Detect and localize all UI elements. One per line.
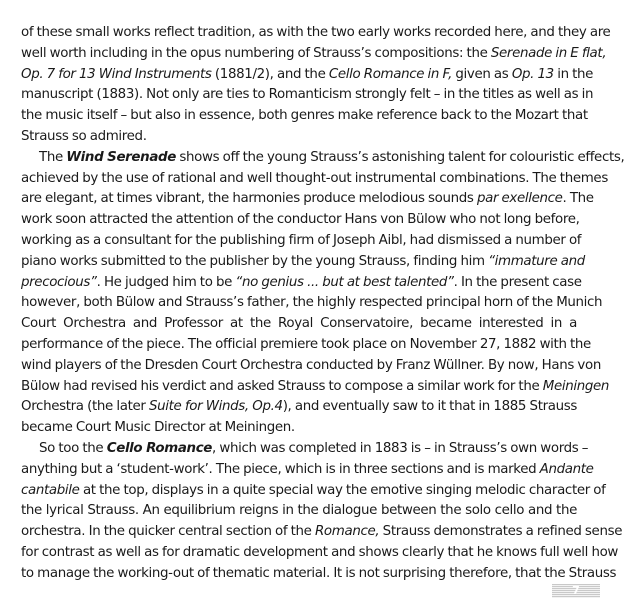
text-line (21, 169, 608, 190)
text-line (21, 418, 577, 439)
text-run: the lyrical Strauss. An equilibrium reigns in the dialogue between the solo cello and the (21, 503, 577, 519)
text-run: the music itself – but also in essence, both genres make reference back to the Mozart that (21, 108, 588, 124)
text-line (21, 85, 594, 106)
text-run: Strauss demonstrates a refined sense (379, 524, 623, 540)
italic-text: Suite for Winds, Op.4 (148, 399, 283, 415)
text-run: achieved by the use of rational and well thought-out instrumental combinations. The themes (21, 170, 608, 186)
text-line (21, 481, 606, 502)
text-line (21, 106, 588, 127)
text-line (21, 148, 624, 169)
italic-text: “no genius ... but at best talented” (235, 274, 454, 290)
text-line (21, 356, 601, 377)
text-run: So too the (39, 440, 107, 456)
italic-text: Romance, (314, 524, 380, 540)
italic-text: Serenade in E flat, (490, 45, 607, 61)
text-run: became Court Music Director at Meiningen. (21, 420, 295, 436)
text-line (21, 460, 594, 481)
text-run: (1881/2), and the (211, 66, 329, 82)
text-run: . The (562, 191, 594, 207)
text-run: Orchestra (the later (21, 399, 149, 415)
text-line (21, 335, 591, 356)
text-run: wind players of the Dresden Court Orchestra conducted by Franz Wüllner. By now, Hans von (21, 357, 601, 373)
text-line (21, 127, 577, 148)
text-line (21, 23, 611, 44)
italic-text: “immature and (488, 253, 585, 269)
text-line (21, 252, 585, 273)
text-line (21, 439, 589, 460)
text-line (21, 314, 577, 335)
text-run: in the (553, 66, 594, 82)
paragraph (21, 23, 611, 148)
text-run: however, both Bülow and Strauss’s father, the highly respected principal horn of the Munich (21, 295, 603, 311)
italic-text: Op. 7 for 13 Wind Instruments (21, 66, 212, 82)
text-run: ), and eventually saw to it that in 1885 Strauss (282, 399, 577, 415)
text-run: Court Orchestra and Professor at the Royal Conservatoire, became interested in a (21, 316, 577, 332)
bold-italic-text: Wind Serenade (66, 149, 177, 165)
page-number: 7 (552, 584, 600, 598)
text-run: well worth including in the opus numbering of Strauss’s compositions: the (21, 45, 491, 61)
text-run: manuscript (1883). Not only are ties to Romanticism strongly felt – in the titles as well as in (21, 87, 594, 103)
italic-text: Andante (539, 461, 594, 477)
text-line (21, 501, 577, 522)
italic-text: Cello Romance in F, (328, 66, 452, 82)
italic-text: Meiningen (542, 378, 610, 394)
text-run: . He judged him to be (96, 274, 236, 290)
text-run: performance of the piece. The official premiere took place on November 27, 1882 with the (21, 336, 591, 352)
italic-text: par exellence (476, 191, 563, 207)
italic-text: Op. 13 (511, 66, 554, 82)
text-line (21, 293, 603, 314)
text-line (21, 522, 623, 543)
text-line (21, 189, 594, 210)
italic-text: cantabile (21, 482, 80, 498)
text-line (21, 564, 617, 585)
text-run: of these small works reflect tradition, as with the two early works recorded here, and they are (21, 25, 611, 40)
text-run: , which was completed in 1883 is – in Strauss’s own words – (212, 440, 589, 456)
italic-text: precocious” (21, 274, 97, 290)
text-line (21, 210, 580, 231)
text-line (21, 377, 610, 398)
paragraph (21, 439, 623, 585)
text-run: Bülow had revised his verdict and asked Strauss to compose a similar work for the (21, 378, 543, 394)
bold-italic-text: Cello Romance (106, 440, 213, 456)
text-run: working as a consultant for the publishing firm of Joseph Aibl, had dismissed a number of (21, 232, 582, 248)
text-run: The (39, 149, 67, 165)
document-body (21, 23, 624, 585)
paragraph (21, 148, 624, 439)
text-line (21, 543, 619, 564)
text-run: work soon attracted the attention of the conductor Hans von Bülow who not long before, (21, 212, 580, 228)
text-run: piano works submitted to the publisher by the young Strauss, finding him (21, 253, 489, 269)
text-line (21, 273, 582, 294)
text-run: anything but a ‘student-work’. The piece, which is in three sections and is marked (21, 461, 540, 477)
text-run: given as (451, 66, 512, 82)
text-line (21, 397, 577, 418)
text-run: Strauss so admired. (21, 128, 147, 144)
text-line (21, 65, 594, 86)
text-run: orchestra. In the quicker central section of the (21, 524, 315, 540)
text-run: for contrast as well as for dramatic development and shows clearly that he knows full well how (21, 544, 619, 560)
text-run: to manage the working-out of thematic material. It is not surprising therefore, that the Strauss (21, 565, 617, 581)
text-line (21, 44, 607, 65)
text-run: . In the present case (453, 274, 582, 290)
text-run: shows off the young Strauss’s astonishing talent for colouristic effects, (176, 149, 624, 165)
text-line (21, 231, 582, 252)
text-run: are elegant, at times vibrant, the harmonies produce melodious sounds (21, 191, 477, 207)
text-run: at the top, displays in a quite special way the emotive singing melodic character of (79, 482, 606, 498)
